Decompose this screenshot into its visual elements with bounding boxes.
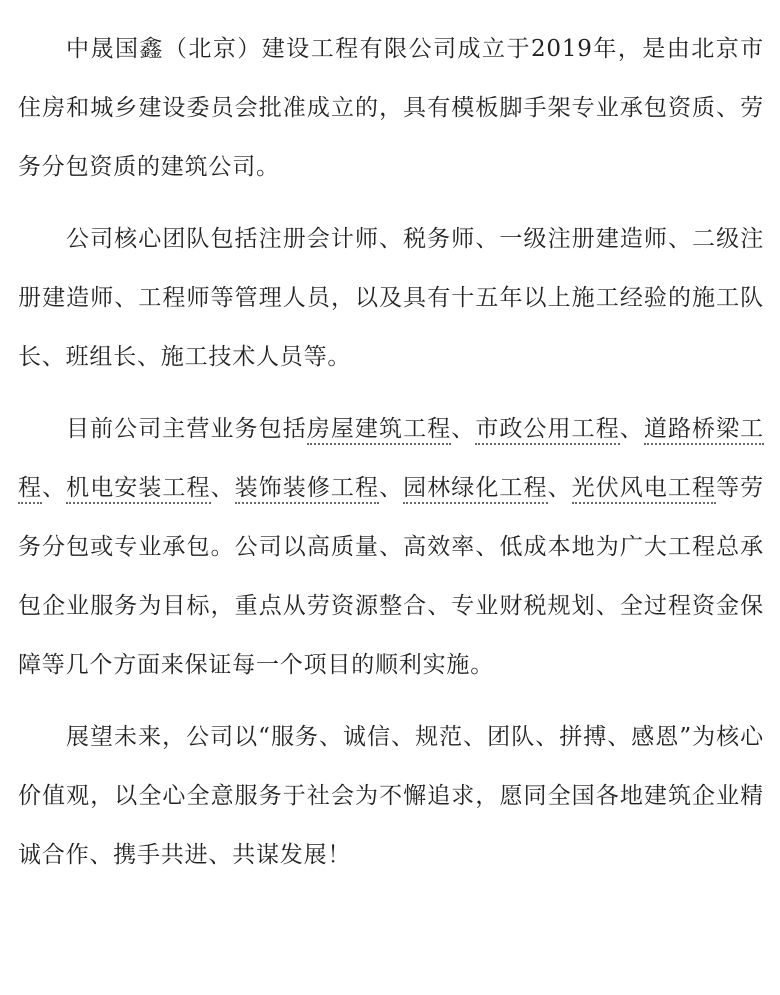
service-link-landscaping[interactable]: 园林绿化工程 xyxy=(403,475,547,504)
paragraph-outlook: 展望未来，公司以“服务、诚信、规范、团队、拼搏、感恩”为核心价值观，以全心全意服务于社会为不懈追求，愿同全国各地建筑企业精诚合作、携手共进、共谋发展！ xyxy=(18,724,764,868)
service-separator: 、 xyxy=(379,475,404,501)
service-separator: 、 xyxy=(42,475,67,501)
service-separator: 、 xyxy=(619,416,644,442)
service-link-mep[interactable]: 机电安装工程 xyxy=(66,475,210,504)
service-separator: 、 xyxy=(547,475,572,501)
business-scope-outro: 等劳务分包或专业承包。公司以高质量、高效率、低成本地为广大工程总承包企业服务为目标，重点从劳资源整合、专业财税规划、全过程资金保障等几个方面来保证每一个项目的顺利实施。 xyxy=(18,475,764,678)
service-link-municipal[interactable]: 市政公用工程 xyxy=(475,416,619,445)
paragraph-business-scope xyxy=(18,400,764,695)
service-link-decoration[interactable]: 装饰装修工程 xyxy=(235,475,379,504)
service-separator: 、 xyxy=(210,475,235,501)
document-body xyxy=(18,20,764,898)
service-link-housing[interactable]: 房屋建筑工程 xyxy=(307,416,451,445)
business-scope-intro: 目前公司主营业务包括 xyxy=(66,416,307,442)
paragraph-core-team: 公司核心团队包括注册会计师、税务师、一级注册建造师、二级注册建造师、工程师等管理人员，以及具有十五年以上施工经验的施工队长、班组长、施工技术人员等。 xyxy=(18,226,764,370)
paragraph-company-intro: 中晟国鑫（北京）建设工程有限公司成立于2019年，是由北京市住房和城乡建设委员会批准成立的，具有模板脚手架专业承包资质、劳务分包资质的建筑公司。 xyxy=(18,36,764,180)
service-link-solar-wind[interactable]: 光伏风电工程 xyxy=(572,475,716,504)
service-separator: 、 xyxy=(451,416,476,442)
service-link-road-bridge[interactable]: 道路桥梁工程 xyxy=(18,416,764,504)
